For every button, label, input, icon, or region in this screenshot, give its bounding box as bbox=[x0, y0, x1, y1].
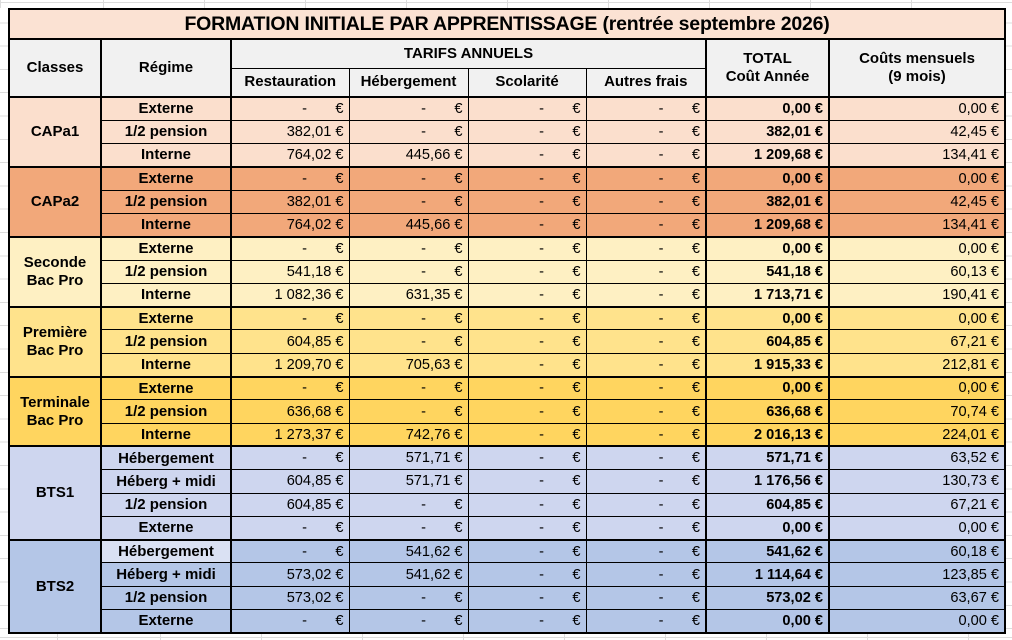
cell-restauration: - € bbox=[231, 237, 349, 260]
cell-restauration: 636,68 € bbox=[231, 400, 349, 423]
cell-restauration: 382,01 € bbox=[231, 190, 349, 213]
regime-cell: Héberg + midi bbox=[101, 563, 231, 586]
cell-autres-frais: - € bbox=[586, 377, 706, 400]
table-row bbox=[9, 283, 1005, 306]
cell-mensuel: 60,13 € bbox=[829, 260, 1005, 283]
cell-hebergement: - € bbox=[349, 190, 468, 213]
cell-autres-frais: - € bbox=[586, 470, 706, 493]
cell-hebergement: 571,71 € bbox=[349, 470, 468, 493]
table-row bbox=[9, 540, 1005, 563]
regime-cell: Interne bbox=[101, 283, 231, 306]
table-row bbox=[9, 563, 1005, 586]
cell-restauration: - € bbox=[231, 167, 349, 190]
sheet-gridlines-left bbox=[0, 0, 8, 640]
regime-cell: Interne bbox=[101, 144, 231, 167]
cell-total: 1 176,56 € bbox=[706, 470, 829, 493]
cell-autres-frais: - € bbox=[586, 446, 706, 469]
cell-restauration: 573,02 € bbox=[231, 563, 349, 586]
cell-autres-frais: - € bbox=[586, 563, 706, 586]
cell-scolarite: - € bbox=[468, 446, 586, 469]
cell-hebergement: 705,63 € bbox=[349, 353, 468, 376]
cell-mensuel: 42,45 € bbox=[829, 120, 1005, 143]
cell-mensuel: 60,18 € bbox=[829, 540, 1005, 563]
header-monthly-line2: (9 mois) bbox=[888, 68, 946, 85]
cell-hebergement: 631,35 € bbox=[349, 283, 468, 306]
table-row bbox=[9, 144, 1005, 167]
regime-cell: 1/2 pension bbox=[101, 120, 231, 143]
header-total-line1: TOTAL bbox=[743, 50, 792, 67]
header-monthly bbox=[829, 39, 1005, 97]
regime-cell: Externe bbox=[101, 377, 231, 400]
cell-autres-frais: - € bbox=[586, 144, 706, 167]
cell-autres-frais: - € bbox=[586, 423, 706, 446]
header-total bbox=[706, 39, 829, 97]
cell-scolarite: - € bbox=[468, 120, 586, 143]
regime-cell: 1/2 pension bbox=[101, 493, 231, 516]
table-row bbox=[9, 120, 1005, 143]
cell-total: 541,18 € bbox=[706, 260, 829, 283]
cell-scolarite: - € bbox=[468, 144, 586, 167]
cell-restauration: - € bbox=[231, 97, 349, 120]
cell-restauration: - € bbox=[231, 377, 349, 400]
class-cell-premiere: Première Bac Pro bbox=[9, 307, 101, 377]
cell-autres-frais: - € bbox=[586, 540, 706, 563]
cell-restauration: - € bbox=[231, 307, 349, 330]
cell-hebergement: 541,62 € bbox=[349, 563, 468, 586]
header-regime: Régime bbox=[101, 39, 231, 97]
class-cell-terminale: Terminale Bac Pro bbox=[9, 377, 101, 447]
cell-scolarite: - € bbox=[468, 167, 586, 190]
cell-restauration: 382,01 € bbox=[231, 120, 349, 143]
cell-scolarite: - € bbox=[468, 470, 586, 493]
cell-hebergement: - € bbox=[349, 586, 468, 609]
cell-autres-frais: - € bbox=[586, 330, 706, 353]
cell-total: 0,00 € bbox=[706, 237, 829, 260]
header-tarifs-annuels: TARIFS ANNUELS bbox=[231, 39, 706, 68]
cell-hebergement: - € bbox=[349, 307, 468, 330]
cell-scolarite: - € bbox=[468, 377, 586, 400]
cell-restauration: 573,02 € bbox=[231, 586, 349, 609]
cell-total: 0,00 € bbox=[706, 167, 829, 190]
cell-total: 0,00 € bbox=[706, 97, 829, 120]
cell-restauration: 541,18 € bbox=[231, 260, 349, 283]
regime-cell-active[interactable]: Hébergement bbox=[101, 540, 231, 563]
header-restauration: Restauration bbox=[231, 68, 349, 97]
header-scolarite: Scolarité bbox=[468, 68, 586, 97]
cell-hebergement: - € bbox=[349, 237, 468, 260]
regime-cell: Hébergement bbox=[101, 446, 231, 469]
regime-cell: Interne bbox=[101, 423, 231, 446]
cell-restauration: 1 209,70 € bbox=[231, 353, 349, 376]
cell-scolarite: - € bbox=[468, 540, 586, 563]
class-cell-bts1: BTS1 bbox=[9, 446, 101, 539]
cell-autres-frais: - € bbox=[586, 213, 706, 236]
header-monthly-line1: Coûts mensuels bbox=[859, 50, 975, 67]
cell-mensuel: 70,74 € bbox=[829, 400, 1005, 423]
table-row bbox=[9, 260, 1005, 283]
cell-hebergement: 571,71 € bbox=[349, 446, 468, 469]
cell-mensuel: 123,85 € bbox=[829, 563, 1005, 586]
cell-hebergement: - € bbox=[349, 377, 468, 400]
cell-mensuel: 0,00 € bbox=[829, 610, 1005, 633]
cell-scolarite: - € bbox=[468, 516, 586, 539]
cell-total: 0,00 € bbox=[706, 377, 829, 400]
cell-autres-frais: - € bbox=[586, 260, 706, 283]
cell-hebergement: - € bbox=[349, 330, 468, 353]
table-row bbox=[9, 167, 1005, 190]
cell-mensuel: 134,41 € bbox=[829, 144, 1005, 167]
cell-total: 1 209,68 € bbox=[706, 144, 829, 167]
class-cell-capa1: CAPa1 bbox=[9, 97, 101, 167]
cell-mensuel: 0,00 € bbox=[829, 237, 1005, 260]
header-total-line2: Coût Année bbox=[725, 68, 810, 85]
cell-restauration: - € bbox=[231, 516, 349, 539]
title-row bbox=[9, 9, 1005, 39]
table-row bbox=[9, 493, 1005, 516]
regime-cell: 1/2 pension bbox=[101, 260, 231, 283]
cell-restauration: 1 273,37 € bbox=[231, 423, 349, 446]
cell-mensuel: 134,41 € bbox=[829, 213, 1005, 236]
cell-hebergement: - € bbox=[349, 167, 468, 190]
cell-scolarite: - € bbox=[468, 563, 586, 586]
cell-total: 604,85 € bbox=[706, 330, 829, 353]
class-cell-seconde: Seconde Bac Pro bbox=[9, 237, 101, 307]
cell-autres-frais: - € bbox=[586, 400, 706, 423]
cell-autres-frais: - € bbox=[586, 97, 706, 120]
cell-total: 571,71 € bbox=[706, 446, 829, 469]
regime-cell: Externe bbox=[101, 237, 231, 260]
cell-scolarite: - € bbox=[468, 237, 586, 260]
page-title: FORMATION INITIALE PAR APPRENTISSAGE (rentrée septembre 2026) bbox=[9, 9, 1005, 39]
cell-mensuel: 0,00 € bbox=[829, 167, 1005, 190]
cell-hebergement: 445,66 € bbox=[349, 144, 468, 167]
cell-total: 1 915,33 € bbox=[706, 353, 829, 376]
table-row bbox=[9, 377, 1005, 400]
cell-scolarite: - € bbox=[468, 190, 586, 213]
cell-restauration: - € bbox=[231, 446, 349, 469]
cell-autres-frais: - € bbox=[586, 353, 706, 376]
cell-autres-frais: - € bbox=[586, 516, 706, 539]
regime-cell: Héberg + midi bbox=[101, 470, 231, 493]
cell-scolarite: - € bbox=[468, 400, 586, 423]
cell-autres-frais: - € bbox=[586, 283, 706, 306]
sheet-gridlines-top bbox=[0, 0, 1012, 8]
header-row-1 bbox=[9, 39, 1005, 68]
cell-hebergement: 445,66 € bbox=[349, 213, 468, 236]
class-cell-capa2: CAPa2 bbox=[9, 167, 101, 237]
regime-cell: 1/2 pension bbox=[101, 400, 231, 423]
cell-total: 636,68 € bbox=[706, 400, 829, 423]
regime-cell: 1/2 pension bbox=[101, 586, 231, 609]
regime-cell: Externe bbox=[101, 610, 231, 633]
cell-total: 573,02 € bbox=[706, 586, 829, 609]
cell-total: 0,00 € bbox=[706, 516, 829, 539]
cell-autres-frais: - € bbox=[586, 493, 706, 516]
cell-scolarite: - € bbox=[468, 586, 586, 609]
header-hebergement: Hébergement bbox=[349, 68, 468, 97]
cell-total: 0,00 € bbox=[706, 307, 829, 330]
table-row bbox=[9, 237, 1005, 260]
cell-total: 541,62 € bbox=[706, 540, 829, 563]
cell-scolarite: - € bbox=[468, 330, 586, 353]
cell-mensuel: 67,21 € bbox=[829, 330, 1005, 353]
cell-mensuel: 67,21 € bbox=[829, 493, 1005, 516]
table-row bbox=[9, 330, 1005, 353]
cell-scolarite: - € bbox=[468, 423, 586, 446]
regime-cell: Externe bbox=[101, 516, 231, 539]
cell-mensuel: 0,00 € bbox=[829, 377, 1005, 400]
cell-scolarite: - € bbox=[468, 307, 586, 330]
cell-autres-frais: - € bbox=[586, 167, 706, 190]
cell-restauration: - € bbox=[231, 540, 349, 563]
cell-autres-frais: - € bbox=[586, 307, 706, 330]
table-row bbox=[9, 307, 1005, 330]
regime-cell: Externe bbox=[101, 167, 231, 190]
table-row bbox=[9, 446, 1005, 469]
tariff-table bbox=[8, 8, 1006, 634]
cell-mensuel: 190,41 € bbox=[829, 283, 1005, 306]
cell-total: 1 209,68 € bbox=[706, 213, 829, 236]
cell-scolarite: - € bbox=[468, 353, 586, 376]
cell-hebergement: 742,76 € bbox=[349, 423, 468, 446]
regime-cell: Externe bbox=[101, 97, 231, 120]
cell-mensuel: 130,73 € bbox=[829, 470, 1005, 493]
cell-total: 604,85 € bbox=[706, 493, 829, 516]
cell-mensuel: 63,67 € bbox=[829, 586, 1005, 609]
table-row bbox=[9, 423, 1005, 446]
table-row bbox=[9, 586, 1005, 609]
table-row bbox=[9, 516, 1005, 539]
table-row bbox=[9, 400, 1005, 423]
regime-cell: 1/2 pension bbox=[101, 330, 231, 353]
class-cell-bts2: BTS2 bbox=[9, 540, 101, 633]
cell-restauration: 604,85 € bbox=[231, 330, 349, 353]
cell-total: 2 016,13 € bbox=[706, 423, 829, 446]
table-row bbox=[9, 470, 1005, 493]
regime-cell: Interne bbox=[101, 353, 231, 376]
cell-total: 1 713,71 € bbox=[706, 283, 829, 306]
cell-total: 0,00 € bbox=[706, 610, 829, 633]
table-row bbox=[9, 213, 1005, 236]
cell-restauration: 604,85 € bbox=[231, 493, 349, 516]
cell-hebergement: - € bbox=[349, 120, 468, 143]
cell-autres-frais: - € bbox=[586, 610, 706, 633]
cell-total: 382,01 € bbox=[706, 120, 829, 143]
cell-mensuel: 212,81 € bbox=[829, 353, 1005, 376]
cell-hebergement: - € bbox=[349, 516, 468, 539]
cell-mensuel: 63,52 € bbox=[829, 446, 1005, 469]
header-classes: Classes bbox=[9, 39, 101, 97]
cell-restauration: 604,85 € bbox=[231, 470, 349, 493]
table-row bbox=[9, 610, 1005, 633]
table-row bbox=[9, 190, 1005, 213]
regime-cell: Externe bbox=[101, 307, 231, 330]
cell-scolarite: - € bbox=[468, 610, 586, 633]
cell-restauration: - € bbox=[231, 610, 349, 633]
cell-scolarite: - € bbox=[468, 260, 586, 283]
cell-scolarite: - € bbox=[468, 493, 586, 516]
cell-mensuel: 0,00 € bbox=[829, 307, 1005, 330]
cell-total: 1 114,64 € bbox=[706, 563, 829, 586]
cell-scolarite: - € bbox=[468, 283, 586, 306]
header-autres-frais: Autres frais bbox=[586, 68, 706, 97]
cell-hebergement: - € bbox=[349, 493, 468, 516]
cell-total: 382,01 € bbox=[706, 190, 829, 213]
cell-hebergement: - € bbox=[349, 610, 468, 633]
cell-hebergement: - € bbox=[349, 260, 468, 283]
cell-mensuel: 224,01 € bbox=[829, 423, 1005, 446]
cell-autres-frais: - € bbox=[586, 120, 706, 143]
cell-mensuel: 0,00 € bbox=[829, 516, 1005, 539]
cell-hebergement: - € bbox=[349, 97, 468, 120]
cell-autres-frais: - € bbox=[586, 586, 706, 609]
regime-cell: Interne bbox=[101, 213, 231, 236]
cell-hebergement: - € bbox=[349, 400, 468, 423]
cell-mensuel: 42,45 € bbox=[829, 190, 1005, 213]
cell-restauration: 764,02 € bbox=[231, 144, 349, 167]
cell-hebergement: 541,62 € bbox=[349, 540, 468, 563]
cell-restauration: 1 082,36 € bbox=[231, 283, 349, 306]
table-row bbox=[9, 97, 1005, 120]
cell-scolarite: - € bbox=[468, 213, 586, 236]
cell-autres-frais: - € bbox=[586, 237, 706, 260]
cell-scolarite: - € bbox=[468, 97, 586, 120]
cell-mensuel: 0,00 € bbox=[829, 97, 1005, 120]
cell-restauration: 764,02 € bbox=[231, 213, 349, 236]
table-row bbox=[9, 353, 1005, 376]
cell-autres-frais: - € bbox=[586, 190, 706, 213]
regime-cell: 1/2 pension bbox=[101, 190, 231, 213]
